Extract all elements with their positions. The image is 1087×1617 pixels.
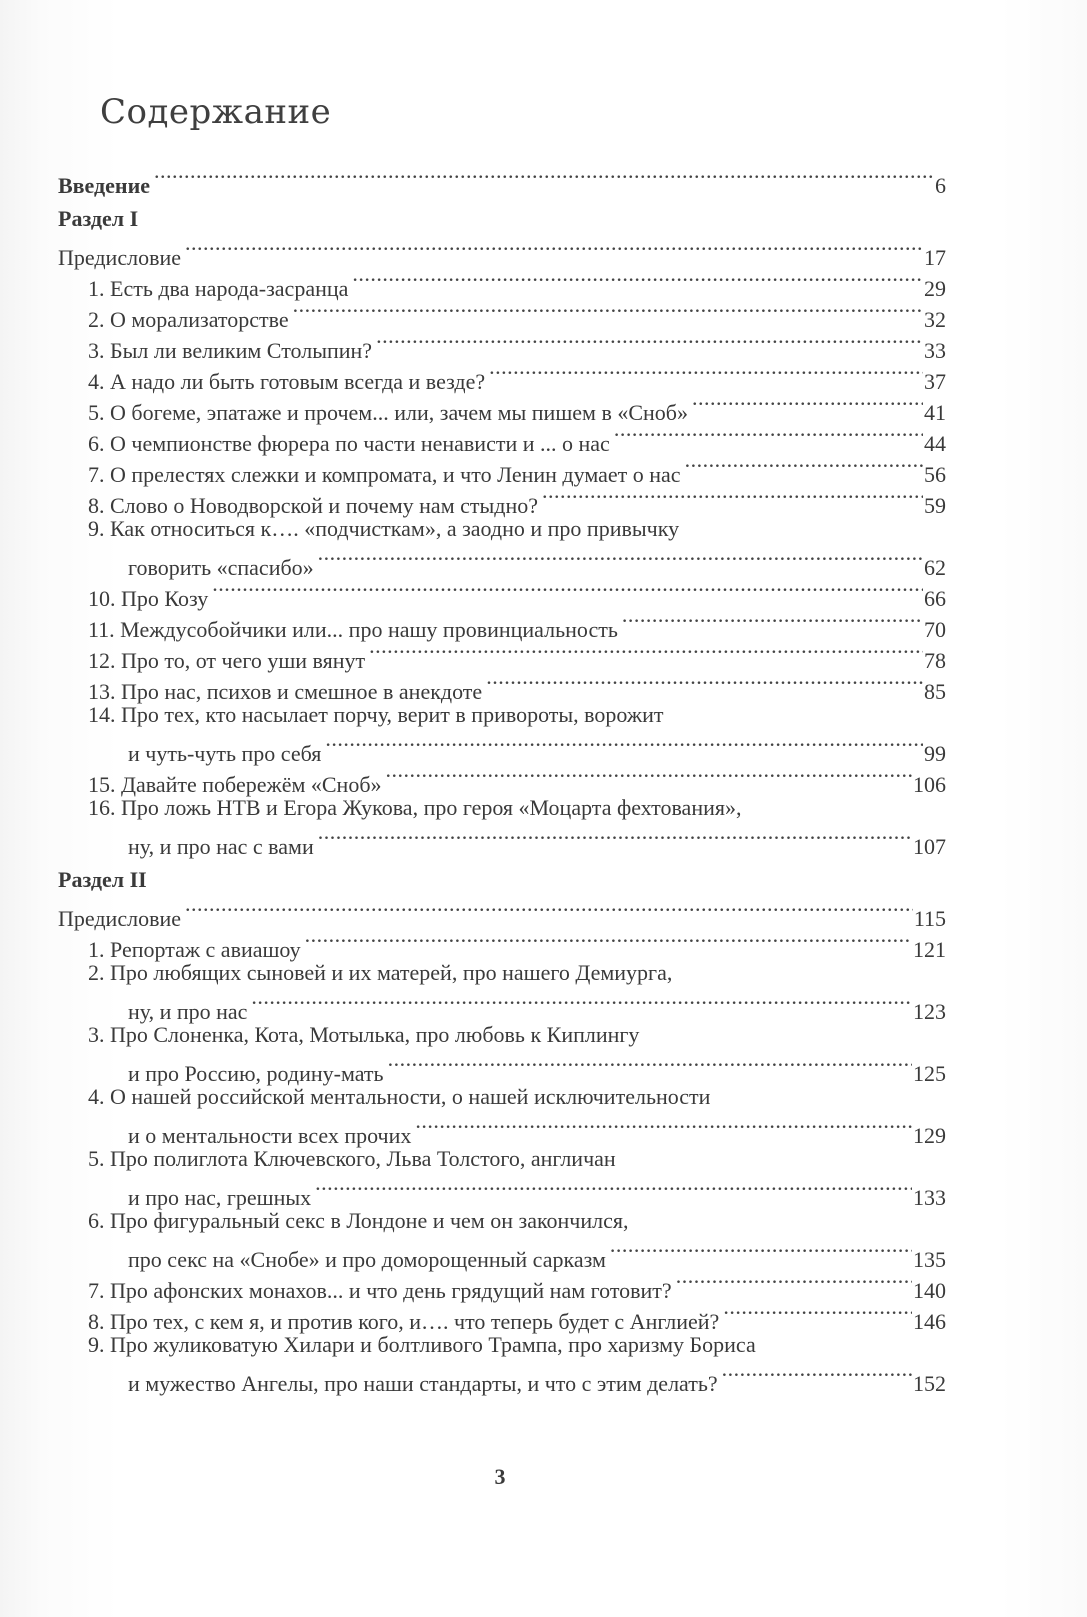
toc-entry-label: Введение bbox=[58, 173, 151, 198]
toc-entry-multiline[interactable] bbox=[58, 1081, 946, 1148]
toc-entry-multiline[interactable] bbox=[58, 957, 946, 1024]
dot-leader bbox=[614, 420, 923, 451]
toc-entry-label: и о ментальности всех прочих bbox=[128, 1123, 412, 1148]
dot-leader bbox=[685, 451, 923, 482]
table-of-contents bbox=[58, 162, 946, 1396]
toc-entry-label-line: 4. О нашей российской ментальности, о нашей исключительности bbox=[88, 1084, 711, 1109]
toc-entry-continuation bbox=[58, 1174, 946, 1210]
dot-leader bbox=[610, 1236, 912, 1267]
dot-leader bbox=[489, 358, 923, 389]
toc-page-number: 125 bbox=[913, 1061, 946, 1086]
toc-entry-continuation bbox=[58, 544, 946, 580]
toc-page-number: 70 bbox=[924, 617, 946, 642]
toc-page-number: 32 bbox=[924, 307, 946, 332]
toc-page-number: 106 bbox=[913, 772, 946, 797]
toc-entry-label-line: 14. Про тех, кто насылает порчу, верит в привороты, ворожит bbox=[88, 702, 664, 727]
toc-entry-preface[interactable] bbox=[58, 234, 946, 270]
toc-entry-label: 8. Слово о Новодворской и почему нам стыдно? bbox=[88, 493, 539, 518]
toc-entry-label-line: 3. Про Слоненка, Кота, Мотылька, про любовь к Киплингу bbox=[88, 1022, 640, 1047]
dot-leader bbox=[318, 823, 912, 854]
dot-leader bbox=[154, 162, 934, 193]
dot-leader bbox=[352, 265, 923, 296]
toc-entry-multiline[interactable] bbox=[58, 1019, 946, 1086]
toc-entry-label: 7. О прелестях слежки и компромата, и что Ленин думает о нас bbox=[88, 462, 681, 487]
toc-page-number: 133 bbox=[913, 1185, 946, 1210]
toc-entry-label: 5. О богеме, эпатаже и прочем... или, зачем мы пишем в «Сноб» bbox=[88, 400, 688, 425]
toc-page-number: 146 bbox=[913, 1309, 946, 1334]
toc-entry-label: 6. О чемпионстве фюрера по части ненависти и ... о нас bbox=[88, 431, 610, 456]
toc-page-number: 135 bbox=[913, 1247, 946, 1272]
toc-entry-multiline[interactable] bbox=[58, 1329, 946, 1396]
dot-leader bbox=[325, 730, 923, 761]
toc-entry-label: 10. Про Козу bbox=[88, 586, 209, 611]
toc-entry-label: про секс на «Снобе» и про доморощенный сарказм bbox=[128, 1247, 606, 1272]
toc-page-number: 78 bbox=[924, 648, 946, 673]
toc-page-number: 115 bbox=[913, 906, 946, 931]
page-number: 3 bbox=[494, 1464, 506, 1489]
dot-leader bbox=[369, 637, 923, 668]
toc-page-number: 29 bbox=[924, 276, 946, 301]
toc-entry-label: и чуть-чуть про себя bbox=[128, 741, 322, 766]
toc-entry-label: 4. А надо ли быть готовым всегда и везде? bbox=[88, 369, 486, 394]
toc-entry[interactable] bbox=[58, 265, 946, 301]
toc-page-number: 33 bbox=[924, 338, 946, 363]
toc-entry-label: 1. Репортаж с авиашоу bbox=[88, 937, 301, 962]
toc-page-number: 121 bbox=[913, 937, 946, 962]
toc-entry-continuation bbox=[58, 1236, 946, 1272]
toc-entry-label: 2. О морализаторстве bbox=[88, 307, 289, 332]
toc-entry-continuation bbox=[58, 988, 946, 1024]
toc-page-number: 59 bbox=[924, 493, 946, 518]
toc-page-number: 99 bbox=[924, 741, 946, 766]
dot-leader bbox=[542, 482, 923, 513]
dot-leader bbox=[722, 1360, 912, 1391]
dot-leader bbox=[622, 606, 923, 637]
toc-entry-label-line: 9. Как относиться к…. «подчисткам», а заодно и про привычку bbox=[88, 516, 680, 541]
toc-entry-label: 12. Про то, от чего уши вянут bbox=[88, 648, 366, 673]
toc-entry-label: Предисловие bbox=[58, 906, 181, 931]
toc-page-number: 140 bbox=[913, 1278, 946, 1303]
dot-leader bbox=[315, 1174, 912, 1205]
toc-entry-label: ну, и про нас с вами bbox=[128, 834, 314, 859]
toc-page-number: 152 bbox=[913, 1371, 946, 1396]
toc-entry-continuation bbox=[58, 823, 946, 859]
toc-page-number: 44 bbox=[924, 431, 946, 456]
toc-entry-label-line: 16. Про ложь НТВ и Егора Жукова, про героя «Моцарта фехтования», bbox=[88, 795, 742, 820]
toc-page-number: 56 bbox=[924, 462, 946, 487]
toc-entry-label: и мужество Ангелы, про наши стандарты, и что с этим делать? bbox=[128, 1371, 718, 1396]
dot-leader bbox=[318, 544, 923, 575]
toc-entry-multiline[interactable] bbox=[58, 699, 946, 766]
toc-page-number: 6 bbox=[935, 173, 946, 198]
toc-page-number: 129 bbox=[913, 1123, 946, 1148]
dot-leader bbox=[386, 761, 912, 792]
section-heading: Раздел II bbox=[58, 867, 147, 892]
dot-leader bbox=[692, 389, 923, 420]
toc-entry-label: 1. Есть два народа-засранца bbox=[88, 276, 349, 301]
page-title: Содержание bbox=[100, 92, 332, 132]
dot-leader bbox=[185, 234, 923, 265]
toc-entry-label: 13. Про нас, психов и смешное в анекдоте bbox=[88, 679, 483, 704]
toc-entry-continuation bbox=[58, 1360, 946, 1396]
toc-page-number: 37 bbox=[924, 369, 946, 394]
toc-page-number: 17 bbox=[924, 245, 946, 270]
toc-entry-label-line: 9. Про жуликоватую Хилари и болтливого Трампа, про харизму Бориса bbox=[88, 1332, 756, 1357]
section-heading: Раздел I bbox=[58, 206, 139, 231]
dot-leader bbox=[723, 1298, 912, 1329]
dot-leader bbox=[388, 1050, 912, 1081]
toc-page-number: 41 bbox=[924, 400, 946, 425]
toc-page-number: 85 bbox=[924, 679, 946, 704]
toc-entry-label: 8. Про тех, с кем я, и против кого, и…. что теперь будет с Англией? bbox=[88, 1309, 720, 1334]
toc-entry-label-line: 6. Про фигуральный секс в Лондоне и чем он закончился, bbox=[88, 1208, 629, 1233]
dot-leader bbox=[251, 988, 912, 1019]
toc-entry-label: 15. Давайте побережём «Сноб» bbox=[88, 772, 382, 797]
dot-leader bbox=[293, 296, 923, 327]
toc-entry-multiline[interactable] bbox=[58, 1205, 946, 1272]
dot-leader bbox=[212, 575, 923, 606]
toc-entry[interactable] bbox=[58, 926, 946, 962]
toc-entry-label: 11. Междусобойчики или... про нашу провинциальность bbox=[88, 617, 618, 642]
dot-leader bbox=[376, 327, 923, 358]
toc-entry-multiline[interactable] bbox=[58, 513, 946, 580]
toc-entry-label: 7. Про афонских монахов... и что день грядущий нам готовит? bbox=[88, 1278, 672, 1303]
toc-page-number: 123 bbox=[913, 999, 946, 1024]
toc-entry-label: ну, и про нас bbox=[128, 999, 248, 1024]
dot-leader bbox=[676, 1267, 912, 1298]
toc-entry-label: и про Россию, родину-мать bbox=[128, 1061, 384, 1086]
toc-entry-label-line: 2. Про любящих сыновей и их матерей, про нашего Демиурга, bbox=[88, 960, 673, 985]
dot-leader bbox=[305, 926, 912, 957]
toc-entry-label: 3. Был ли великим Столыпин? bbox=[88, 338, 373, 363]
toc-page-number: 66 bbox=[924, 586, 946, 611]
toc-entry-label: говорить «спасибо» bbox=[128, 555, 314, 580]
toc-entry-continuation bbox=[58, 1112, 946, 1148]
dot-leader bbox=[185, 895, 913, 926]
dot-leader bbox=[486, 668, 923, 699]
toc-entry-introduction[interactable] bbox=[58, 162, 946, 198]
dot-leader bbox=[415, 1112, 912, 1143]
toc-entry-continuation bbox=[58, 730, 946, 766]
toc-entry-multiline[interactable] bbox=[58, 792, 946, 859]
toc-entry-multiline[interactable] bbox=[58, 1143, 946, 1210]
toc-page-number: 107 bbox=[913, 834, 946, 859]
toc-entry-label: и про нас, грешных bbox=[128, 1185, 312, 1210]
toc-entry-label: Предисловие bbox=[58, 245, 181, 270]
toc-entry-continuation bbox=[58, 1050, 946, 1086]
toc-entry-label-line: 5. Про полиглота Ключевского, Льва Толстого, англичан bbox=[88, 1146, 616, 1171]
toc-entry-preface[interactable] bbox=[58, 895, 946, 931]
toc-page-number: 62 bbox=[924, 555, 946, 580]
